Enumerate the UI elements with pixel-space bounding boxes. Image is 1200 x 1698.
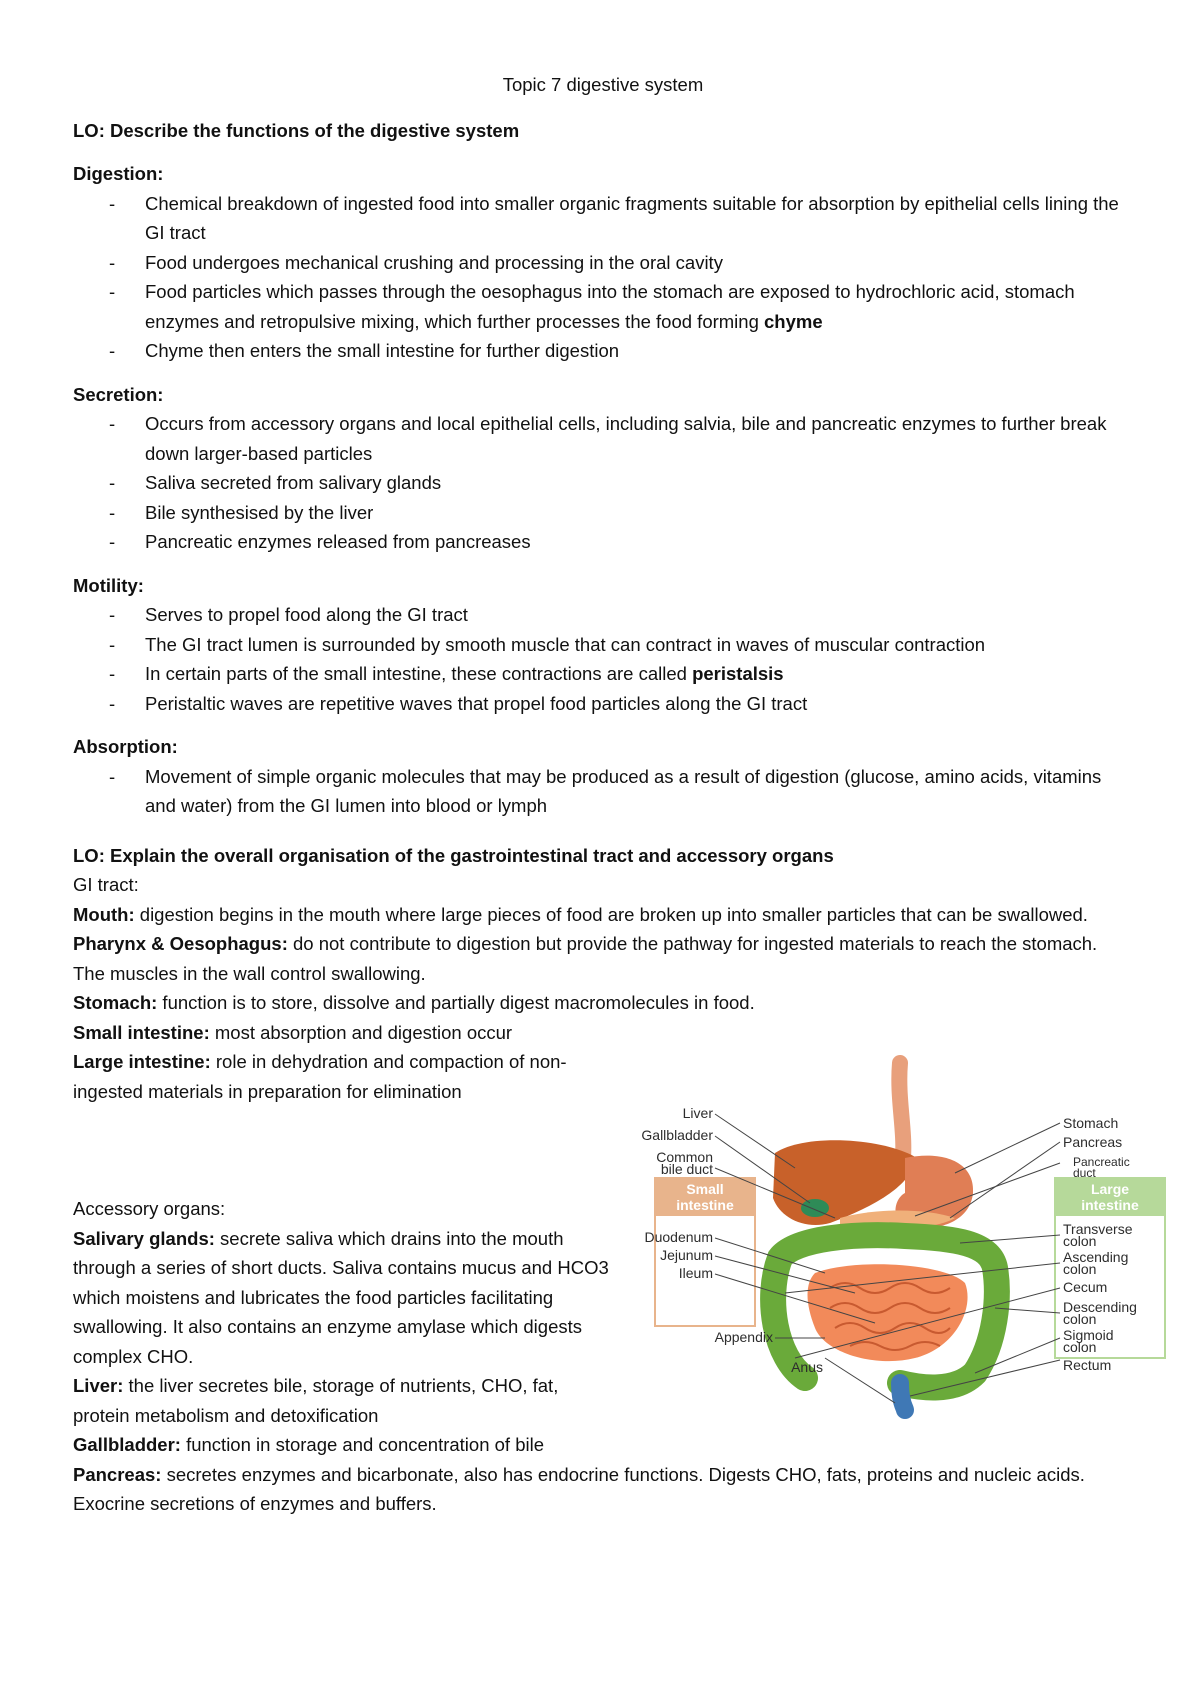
large-box-line1: Large [1090, 1181, 1130, 1197]
large-box-line2: intestine [1081, 1197, 1139, 1213]
small-intestine-shape [808, 1264, 968, 1361]
document-title: Topic 7 digestive system [502, 74, 704, 95]
rectum-shape [900, 1383, 905, 1410]
label-stomach: Stomach [1063, 1115, 1119, 1131]
list-item: - Food undergoes mechanical crushing and processing in the oral cavity [109, 251, 723, 273]
accessory-organs-label: Accessory organs: [73, 1198, 226, 1219]
section-secretion [73, 380, 1133, 557]
section-title: Digestion: [73, 163, 164, 184]
label-colon-3: colon [1063, 1311, 1097, 1327]
oesophagus-shape [899, 1063, 903, 1158]
lo2-heading: LO: Explain the overall organisation of the gastrointestinal tract and accessory organs [73, 844, 834, 866]
label-colon-1: colon [1063, 1233, 1097, 1249]
label-duodenum: Duodenum [644, 1229, 713, 1245]
section-absorption [73, 732, 1133, 821]
acc-item-liver: Liver: the liver secretes bile, storage of nutrients, CHO, fat, protein metabolism and detoxification [73, 1375, 559, 1426]
label-pancreatic: Pancreatic [1073, 1155, 1130, 1169]
section-digestion [73, 159, 1133, 366]
list-item: - Chemical breakdown of ingested food into smaller organic fragments suitable for absorption by epithelial cells lining the GI tract [109, 192, 1119, 243]
label-ileum: Ileum [678, 1265, 713, 1281]
bullet-list [73, 762, 1133, 821]
bold-term: peristalsis [692, 663, 784, 684]
list-item: - Pancreatic enzymes released from pancreases [109, 531, 531, 552]
list-item: - Food particles which passes through the oesophagus into the stomach are exposed to hydrochloric acid, stomach enzymes and retropulsive mixing, which further processes the food forming chyme [109, 281, 1075, 332]
label-jejunum: Jejunum [660, 1247, 713, 1263]
label-rectum: Rectum [1063, 1357, 1112, 1373]
section-title: Motility: [73, 574, 144, 596]
label-sigmoid: Sigmoid [1063, 1327, 1114, 1343]
small-box-line1: Small [686, 1181, 724, 1197]
gi-item-pharynx: Pharynx & Oesophagus: do not contribute to digestion but provide the pathway for ingested materials to reach the stomach. The muscles in the wall control swallowing. [73, 933, 1098, 984]
list-item: - Occurs from accessory organs and local epithelial cells, including salvia, bile and pancreatic enzymes to further break down larger-based particles [109, 413, 1107, 464]
label-duct: duct [1073, 1166, 1096, 1180]
list-item: - Peristaltic waves are repetitive waves that propel food particles along the GI tract [109, 692, 808, 714]
label-appendix: Appendix [714, 1329, 773, 1345]
acc-item-salivary: Salivary glands: secrete saliva which drains into the mouth through a series of short ducts. Saliva contains mucus and HCO3 which moistens and lubricates the food particles facilitating swallowing. It also contains an enzyme amylase which digests complex CHO. [73, 1227, 609, 1367]
label-gallbladder: Gallbladder [641, 1127, 713, 1143]
gi-item-small-intestine: Small intestine: most absorption and digestion occur [73, 1021, 513, 1043]
list-item: - The GI tract lumen is surrounded by smooth muscle that can contract in waves of muscular contraction [109, 633, 986, 655]
label-anus: Anus [791, 1359, 823, 1375]
lo1-heading: LO: Describe the functions of the digestive system [73, 119, 520, 141]
acc-item-gallbladder: Gallbladder: function in storage and concentration of bile [73, 1434, 544, 1455]
label-cecum: Cecum [1063, 1279, 1108, 1295]
label-liver: Liver [682, 1105, 713, 1121]
label-pancreas: Pancreas [1063, 1134, 1123, 1150]
label-colon-2: colon [1063, 1261, 1097, 1277]
section-motility [73, 571, 1133, 719]
bullet-list [73, 600, 1133, 718]
label-descending: Descending [1063, 1299, 1137, 1315]
gallbladder-shape [801, 1199, 829, 1217]
section-title: Secretion: [73, 383, 164, 405]
bullet-list [73, 409, 1133, 557]
gi-tract-label: GI tract: [73, 874, 139, 895]
list-item: - In certain parts of the small intestine, these contractions are called peristalsis [109, 663, 784, 684]
list-item: - Chyme then enters the small intestine for further digestion [109, 340, 620, 361]
label-bile-duct: bile duct [660, 1161, 713, 1177]
list-item: - Saliva secreted from salivary glands [109, 472, 442, 493]
gi-item-mouth: Mouth: digestion begins in the mouth where large pieces of food are broken up into smaller particles that can be swallowed. [73, 903, 1088, 925]
label-common: Common [656, 1149, 713, 1165]
digestive-system-diagram [641, 1058, 1165, 1418]
gi-item-stomach: Stomach: function is to store, dissolve and partially digest macromolecules in food. [73, 992, 755, 1013]
list-item: - Movement of simple organic molecules that may be produced as a result of digestion (glucose, amino acids, vitamins and water) from the GI lumen into blood or lymph [109, 765, 1102, 816]
acc-item-pancreas: Pancreas: secretes enzymes and bicarbonate, also has endocrine functions. Digests CHO, fats, proteins and nucleic acids. Exocrine secretions of enzymes and buffers. [73, 1463, 1085, 1514]
list-item: - Serves to propel food along the GI tract [109, 604, 468, 625]
section-title: Absorption: [73, 736, 178, 757]
small-box-line2: intestine [676, 1197, 734, 1213]
list-item: - Bile synthesised by the liver [109, 501, 374, 523]
label-colon-4: colon [1063, 1339, 1097, 1355]
label-transverse: Transverse [1063, 1221, 1133, 1237]
bold-term: chyme [764, 310, 823, 332]
label-ascending: Ascending [1063, 1249, 1129, 1265]
bullet-list [73, 189, 1133, 366]
gi-item-large-intestine: Large intestine: role in dehydration and compaction of non-ingested materials in preparation for elimination [73, 1051, 567, 1102]
